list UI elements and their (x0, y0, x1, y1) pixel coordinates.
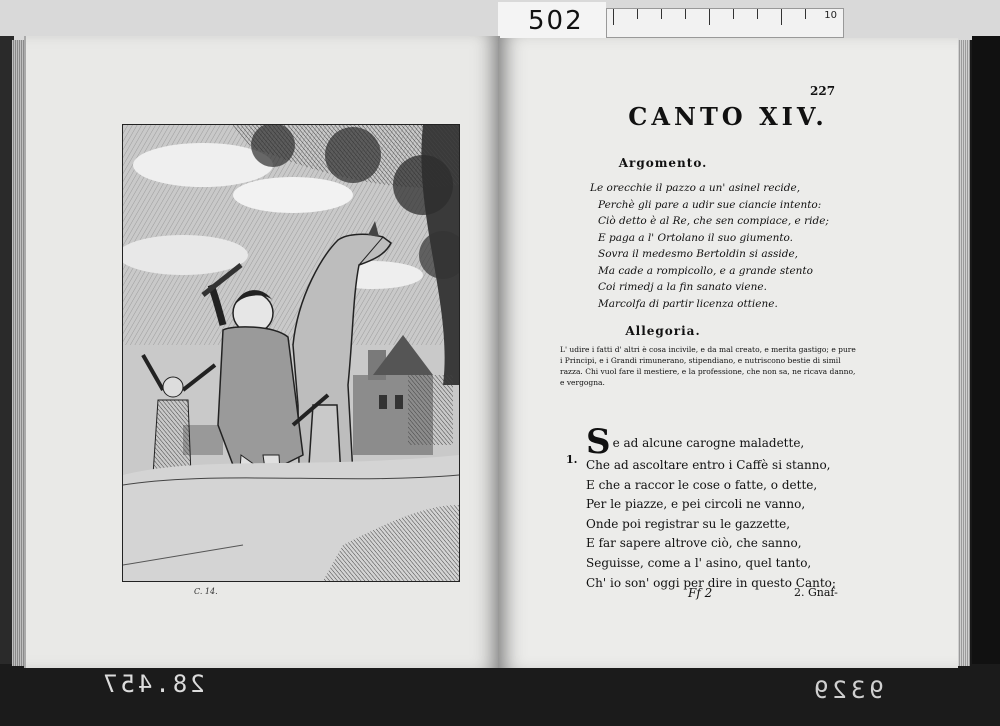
engraving-illustration (122, 124, 460, 582)
archive-number: 502 (498, 2, 606, 40)
argomento-line: Ciò detto è al Re, che sen compiace, e ride; (598, 215, 829, 227)
stanza-line: Seguisse, come a l' asino, quel tanto, (586, 555, 812, 570)
canto-title: CANTO XIV. (628, 102, 828, 131)
catchword: 2. Gnaf- (794, 586, 838, 599)
left-page (24, 36, 500, 668)
argomento-line: E paga a l' Ortolano il suo giumento. (598, 231, 794, 244)
ruler-label: 10 (824, 10, 837, 21)
stanza-line: E far sapere altrove ciò, che sanno, (586, 536, 802, 551)
argomento-line: Perchè gli pare a udir sue ciancie intento: (598, 198, 822, 211)
right-page-text (498, 38, 958, 668)
stanza-line: Se ad alcune carogne maladette, (586, 422, 805, 462)
stanza-line: Onde poi registrar su le gazzette, (586, 516, 791, 531)
argomento-verses (590, 180, 829, 312)
stanza-line: Ch' io son' oggi per dire in questo Canto; (586, 575, 836, 590)
engraving-svg (123, 125, 459, 581)
stanza-line: Che ad ascoltare entro i Caffè si stanno, (586, 458, 831, 472)
negative-label-left: 28.457 (100, 670, 205, 698)
stanza-line: Per le piazze, e pei circoli ne vanno, (586, 497, 806, 512)
signature-mark: Ff 2 (688, 586, 713, 600)
stanza-lines (586, 422, 906, 593)
left-page-edges (12, 40, 24, 666)
engraving-caption: C. 14. (194, 587, 218, 596)
open-book (12, 34, 976, 670)
negative-label-right: 9329 (810, 676, 884, 704)
page-number: 227 (810, 84, 836, 98)
allegoria-text: L' udire i fatti d' altri è cosa incivile, e da mal creato, e merita gastigo; e pure i Principi, e i Grandi rimunerano, stipendiano, e nutriscono bestie di simil razza. Chi vuol fare il mestiere, e la professione, che non sa, ne ricava danno, e vergogna. (560, 345, 856, 387)
stanza-line: E che a raccor le cose o fatte, o dette, (586, 477, 818, 492)
argomento-heading: Argomento. (618, 156, 708, 170)
argomento-line: Sovra il medesmo Bertoldin si asside, (598, 248, 799, 260)
right-page (498, 38, 958, 668)
drop-cap: S (586, 422, 611, 462)
right-background (972, 36, 1000, 666)
right-page-edges (958, 40, 970, 666)
allegoria-heading: Allegoria. (625, 324, 701, 338)
argomento-line: Le orecchie il pazzo a un' asinel recide, (590, 182, 801, 194)
stanza-number: 1. (566, 453, 578, 466)
argomento-line: Ma cade a rompicollo, e a grande stento (598, 264, 813, 277)
argomento-line: Coi rimedj a la fin sanato viene. (598, 281, 767, 293)
argomento-line: Marcolfa di partir licenza ottiene. (598, 297, 778, 310)
ground (123, 455, 459, 581)
